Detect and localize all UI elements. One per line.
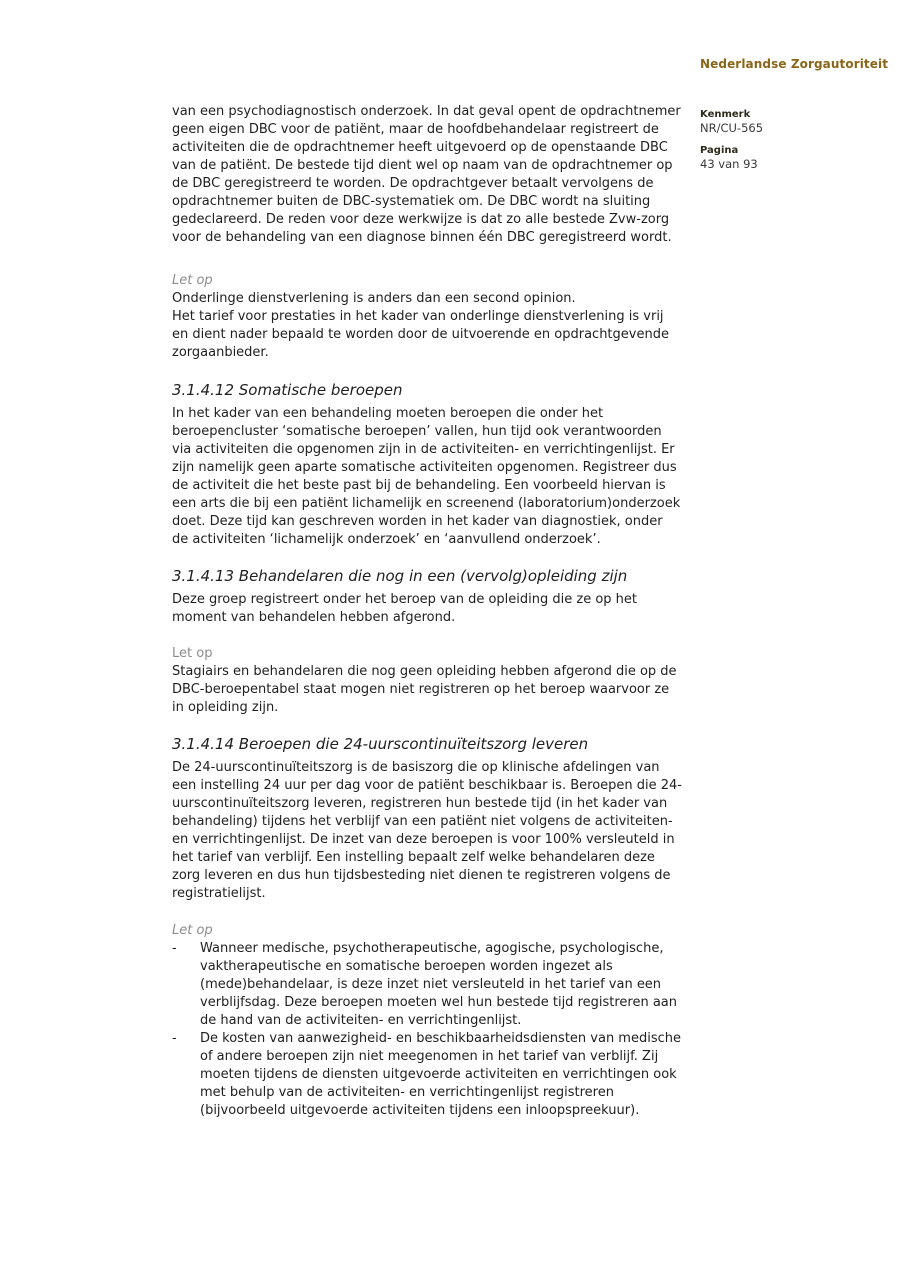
section-body-3-1-4-14: De 24-uurscontinuïteitszorg is de basiszorg die op klinische afdelingen van een instelling 24 uur per dag voor de patiënt beschikbaar is. Beroepen die 24-uurscontinuïteitszorg leveren, registreren hun bestede tijd (in het kader van behandeling) tijdens het verblijf van een patiënt niet volgens de activiteiten- en verrichtingenlijst. De inzet van deze beroepen is voor 100% versleuteld in het tarief van verblijf. Een instelling bepaalt zelf welke behandelaren deze zorg leveren en dus hun tijdsbesteding niet dienen te registreren volgens de registratielijst.	[172, 760, 682, 901]
section-title-3-1-4-14: 3.1.4.14 Beroepen die 24-uurscontinuïteitszorg leveren	[172, 735, 589, 753]
pagina-value: 43 van 93	[700, 157, 758, 171]
section-body-3-1-4-13: Deze groep registreert onder het beroep van de opleiding die ze op het moment van behandelen hebben afgerond.	[172, 592, 638, 625]
letop-2-body: Stagiairs en behandelaren die nog geen opleiding hebben afgerond die op de DBC-beroepentabel staat mogen niet registreren op het beroep waarvoor ze in opleiding zijn.	[172, 664, 677, 715]
list-item	[172, 1030, 682, 1120]
letop-1-line-2: Het tarief voor prestaties in het kader van onderlinge dienstverlening is vrij en dient nader bepaald te worden door de uitvoerende en opdrachtgevende zorgaanbieder.	[172, 309, 669, 360]
paragraph-continuation: van een psychodiagnostisch onderzoek. In dat geval opent de opdrachtnemer geen eigen DBC voor de patiënt, maar de hoofdbehandelaar registreert de activiteiten die de opdrachtnemer heeft uitgevoerd op de openstaande DBC van de patiënt. De bestede tijd dient wel op naam van de opdrachtnemer op de DBC geregistreerd te worden. De opdrachtgever betaalt vervolgens de opdrachtnemer buiten de DBC-systematiek om. De DBC wordt na sluiting gedeclareerd. De reden voor deze werkwijze is dat zo alle bestede Zvw-zorg voor de behandeling van een diagnose binnen één DBC geregistreerd wordt.	[172, 104, 681, 245]
meta-kenmerk	[700, 108, 892, 135]
list-item-text: De kosten van aanwezigheid- en beschikbaarheidsdiensten van medische of andere beroepen zijn niet meegenomen in het tarief van verblijf. Zij moeten tijdens de diensten uitgevoerde activiteiten en verrichtingen ook met behulp van de activiteiten- en verrichtingenlijst registreren (bijvoorbeeld uitgevoerde activiteiten tijdens een inloopspreekuur).	[200, 1031, 681, 1118]
pagina-label: Pagina	[700, 145, 739, 156]
kenmerk-label: Kenmerk	[700, 109, 751, 120]
bullet-dash-marker: -	[172, 941, 177, 956]
meta-pagina	[700, 144, 892, 171]
bullet-dash-marker: -	[172, 1031, 177, 1046]
section-body-3-1-4-12: In het kader van een behandeling moeten beroepen die onder het beroepencluster ‘somatische beroepen’ vallen, hun tijd ook verantwoorden via activiteiten die opgenomen zijn in de activiteiten- en verrichtingenlijst. Er zijn namelijk geen aparte somatische activiteiten opgenomen. Registreer dus de activiteit die het beste past bij de behandeling. Een voorbeeld hiervan is een arts die bij een patiënt lichamelijk en screenend (laboratorium)onderzoek doet. Deze tijd kan geschreven worden in het kader van diagnostiek, onder de activiteiten ‘lichamelijk onderzoek’ en ‘aanvullend onderzoek’.	[172, 406, 681, 547]
body-text-column	[172, 103, 682, 1120]
kenmerk-value: NR/CU-565	[700, 121, 764, 135]
document-meta	[700, 108, 892, 171]
section-title-3-1-4-13: 3.1.4.13 Behandelaren die nog in een (vervolg)opleiding zijn	[172, 567, 628, 585]
letop-2-label: Let op	[172, 646, 213, 661]
letop-1-line-1: Onderlinge dienstverlening is anders dan een second opinion.	[172, 291, 576, 306]
list-item-text: Wanneer medische, psychotherapeutische, agogische, psychologische, vaktherapeutische en somatische beroepen worden ingezet als (mede)behandelaar, is deze inzet niet versleuteld in het tarief van een verblijfsdag. Deze beroepen moeten wel hun bestede tijd registreren aan de hand van de activiteiten- en verrichtingenlijst.	[200, 941, 678, 1028]
org-name: Nederlandse Zorgautoriteit	[700, 57, 889, 71]
letop-1-label: Let op	[172, 273, 213, 288]
list-item	[172, 940, 682, 1030]
letop-note-2	[172, 645, 682, 717]
letterhead-sidebar	[700, 57, 892, 171]
letop-note-1	[172, 272, 682, 362]
letop-3-label: Let op	[172, 923, 213, 938]
section-title-3-1-4-12: 3.1.4.12 Somatische beroepen	[172, 381, 403, 399]
letop-note-3	[172, 922, 682, 1120]
